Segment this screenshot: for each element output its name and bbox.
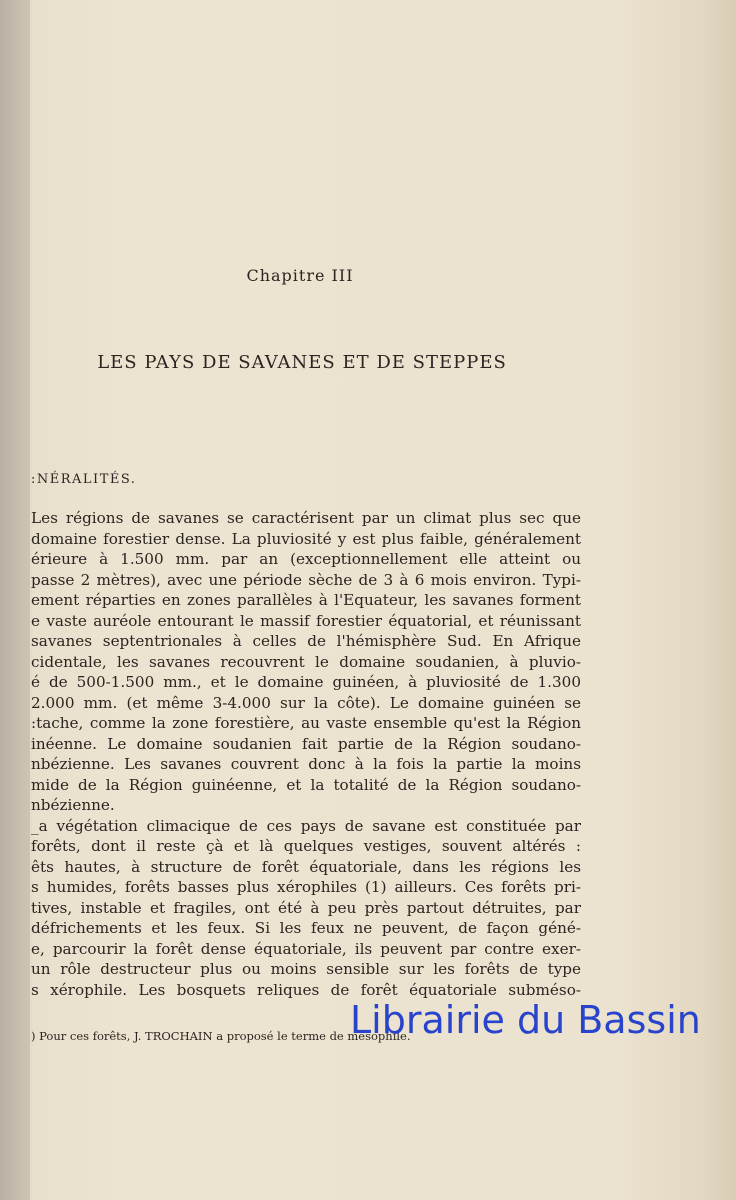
body-text — [31, 508, 581, 1000]
text-line: défrichements et les feux. Si les feux ne peuvent, de façon géné- — [31, 919, 581, 937]
text-line: s xérophile. Les bosquets reliques de forêt équatoriale subméso- — [31, 980, 581, 999]
text-line: êts hautes, à structure de forêt équatoriale, dans les régions les — [31, 857, 581, 876]
text-line: nbézienne. Les savanes couvrent donc à la fois la partie la moins — [31, 755, 581, 773]
text-line: un rôle destructeur plus ou moins sensible sur les forêts de type — [31, 960, 581, 978]
text-line: forêts, dont il reste çà et là quelques vestiges, souvent altérés : — [31, 837, 581, 855]
watermark: Librairie du Bassin — [350, 998, 701, 1042]
text-line: inéenne. Le domaine soudanien fait partie de la Région soudano- — [31, 734, 581, 753]
text-line: s humides, forêts basses plus xérophiles (1) ailleurs. Ces forêts pri- — [31, 878, 581, 896]
section-heading: :NÉRALITÉS. — [31, 472, 137, 487]
chapter-title: LES PAYS DE SAVANES ET DE STEPPES — [97, 352, 507, 373]
text-line: e, parcourir la forêt dense équatoriale, ils peuvent par contre exer- — [31, 939, 581, 958]
text-line: domaine forestier dense. La pluviosité y est plus faible, généralement — [31, 529, 581, 548]
text-line: e vaste auréole entourant le massif forestier équatorial, et réunissant — [31, 611, 581, 630]
footnote: ) Pour ces forêts, J. TROCHAIN a proposé le terme de mésophile. — [31, 1029, 411, 1043]
text-line: tives, instable et fragiles, ont été à peu près partout détruites, par — [31, 898, 581, 917]
text-line: cidentale, les savanes recouvrent le domaine soudanien, à pluvio- — [31, 652, 581, 671]
text-line: érieure à 1.500 mm. par an (exceptionnellement elle atteint ou — [31, 550, 581, 568]
text-line: nbézienne. — [31, 796, 115, 814]
text-line: é de 500-1.500 mm., et le domaine guinéen, à pluviosité de 1.300 — [31, 673, 581, 691]
text-line: savanes septentrionales à celles de l'hémisphère Sud. En Afrique — [31, 632, 581, 650]
text-line: passe 2 mètres), avec une période sèche de 3 à 6 mois environ. Typi- — [31, 570, 581, 589]
text-line: :tache, comme la zone forestière, au vaste ensemble qu'est la Région — [31, 714, 581, 732]
text-line: mide de la Région guinéenne, et la totalité de la Région soudano- — [31, 775, 581, 794]
text-line: 2.000 mm. (et même 3-4.000 sur la côte). Le domaine guinéen se — [31, 693, 581, 712]
text-line: ement réparties en zones parallèles à l'Equateur, les savanes forment — [31, 591, 581, 609]
text-line: Les régions de savanes se caractérisent par un climat plus sec que — [31, 509, 581, 527]
chapter-heading: Chapitre III — [246, 266, 354, 285]
text-line: _a végétation climacique de ces pays de savane est constituée par — [31, 816, 581, 835]
page-gutter-shadow — [0, 0, 30, 1200]
